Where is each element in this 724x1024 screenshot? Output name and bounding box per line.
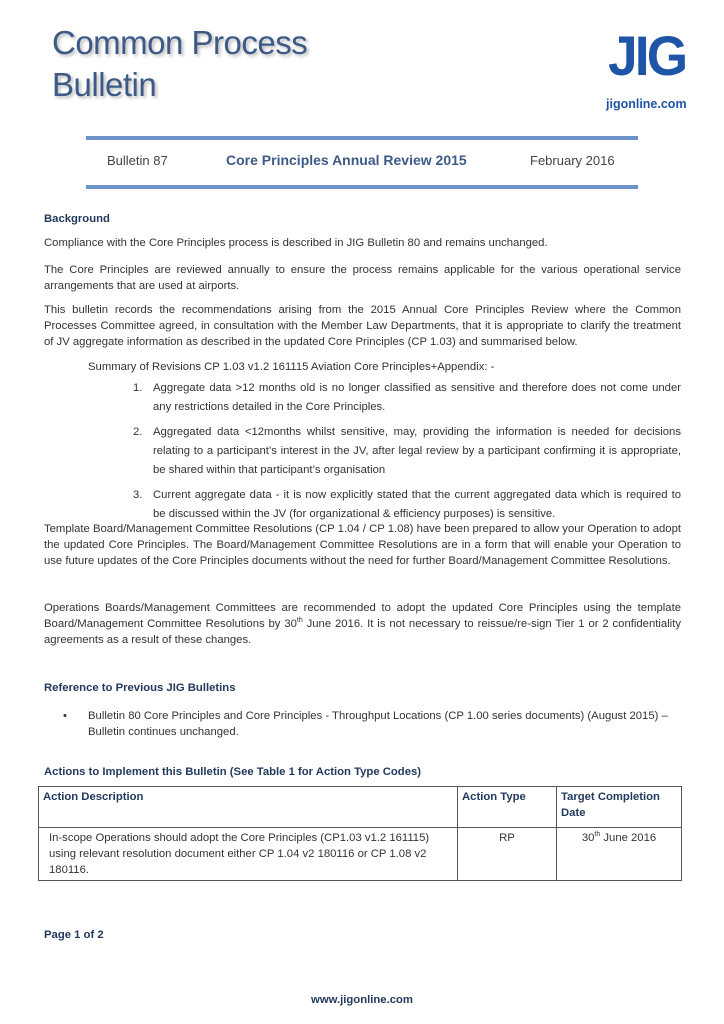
header-rule-bottom [86,185,638,189]
date-day: 30 [581,832,595,844]
title-line-1: Common Process [52,24,308,61]
background-paragraph-3: This bulletin records the recommendations arising from the 2015 Annual Core Principles Review where the Common Processes Committee agreed, in consultation with the Member Law Departments, that it is appropriate to clarify the treatment of JV aggregate information as described in the updated Core Principles (CP 1.03) and summarised below. [44,304,681,348]
bulletin-date: February 2016 [530,153,615,168]
actions-heading: Actions to Implement this Bulletin (See Table 1 for Action Type Codes) [44,766,422,778]
revision-list [133,379,681,530]
table-header-row [39,787,682,828]
table-row [39,828,682,881]
p5-text: Operations Boards/Management Committees are recommended to adopt the updated Core Principles using the template Board/Management Committee Resolutions by 30 [44,602,681,630]
background-paragraph-2: The Core Principles are reviewed annually to ensure the process remains applicable for the various operational service arrangements that are used at airports. [44,264,681,292]
column-header: Action Description [39,787,458,828]
item-text: Aggregate data >12 months old is no longer classified as sensitive and therefore does not come under any restrictions detailed in the Core Principles. [153,382,681,413]
action-type: RP [458,828,557,881]
background-paragraph-1: Compliance with the Core Principles process is described in JIG Bulletin 80 and remains unchanged. [44,237,548,249]
list-item [133,486,681,524]
logo-url: jigonline.com [606,97,687,111]
item-text: Current aggregate data - it is now explicitly stated that the current aggregated data which is required to be discussed within the JV (for organizational & efficiency purposes) is sensitive. [153,489,681,520]
date-rest: June 2016 [600,832,657,844]
date-sup: th [594,831,601,839]
title-line-2: Bulletin [52,66,157,103]
background-paragraph-4: Template Board/Management Committee Resolutions (CP 1.04 / CP 1.08) have been prepared to allow your Operation to adopt the updated Core Principles. The Board/Management Committee Resolutions are in a form that will enable your Operation to use future updates of the Core Principles documents without the need for further Board/Management Committee Resolutions. [44,523,681,567]
item-text: Aggregated data <12months whilst sensitive, may, providing the information is needed for decisions relating to a participant’s interest in the JV, after legal review by a participant confirming it is appropriate, be shared within that participant’s organisation [153,426,681,476]
reference-bullet: Bulletin 80 Core Principles and Core Principles - Throughput Locations (CP 1.00 series documents) (August 2015) – Bulletin continues unchanged. [88,710,668,738]
column-header: Action Type [458,787,557,828]
header-rule-top [86,136,638,140]
background-heading: Background [44,213,110,225]
item-number: 1. [133,382,143,394]
p5-text-after: June 2016. It is not necessary to reissue/re-sign Tier 1 or 2 confidentiality agreements as a result of these changes. [44,618,681,646]
footer-url[interactable]: www.jigonline.com [311,994,413,1006]
item-number: 3. [133,489,143,501]
background-paragraph-5 [44,600,681,648]
page-number: Page 1 of 2 [44,929,104,941]
list-item [133,423,681,480]
actions-table [38,786,682,881]
list-item [133,379,681,417]
jig-logo: JIG [608,24,686,87]
action-description: In-scope Operations should adopt the Core Principles (CP1.03 v1.2 161115) using relevant resolution document either CP 1.04 v2 180116 or CP 1.08 v2 180116. [39,828,458,881]
item-number: 2. [133,426,143,438]
bulletin-number: Bulletin 87 [107,153,168,168]
bullet-icon: • [63,710,67,722]
column-header: Target Completion Date [557,787,682,828]
reference-heading: Reference to Previous JIG Bulletins [44,682,236,694]
target-date [557,828,682,881]
summary-line: Summary of Revisions CP 1.03 v1.2 161115 Aviation Core Principles+Appendix: - [88,361,495,373]
p5-sup: th [296,617,303,625]
document-title [52,22,307,106]
bulletin-title: Core Principles Annual Review 2015 [226,152,467,168]
